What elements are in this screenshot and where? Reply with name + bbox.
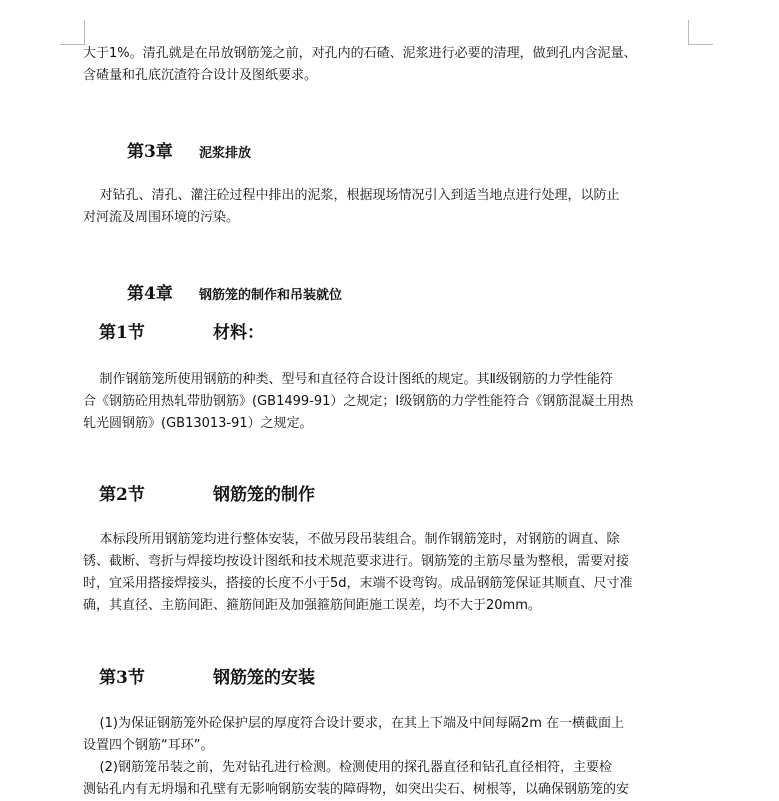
section-number: 第2节 [99, 485, 145, 505]
section-title: 钢筋笼的安装 [213, 668, 315, 688]
paragraph-section-1: 制作钢筋笼所使用钢筋的种类、型号和直径符合设计图纸的规定。其Ⅱ级钢筋的力学性能符 合《钢筋砼用热轧带肋钢筋》(GB1499-91）之规定；Ⅰ级钢筋的力学性能符合《钢筋混凝土用热 轧光圆钢筋》(GB13013-91）之规定。 [83, 372, 634, 431]
paragraph-section-3-item-2: (2)钢筋笼吊装之前，先对钻孔进行检测。检测使用的探孔器直径和钻孔直径相符，主要检 测钻孔内有无坍塌和孔壁有无影响钢筋安装的障碍物，如突出尖石、树根等，以确保钢筋笼的安 [83, 760, 630, 797]
chapter-title: 泥浆排放 [199, 146, 252, 161]
chapter-4-heading [127, 279, 342, 304]
paragraph-chapter-3: 对钻孔、清孔、灌注砼过程中排出的泥浆，根据现场情况引入到适当地点进行处理，以防止 对河流及周围环境的污染。 [83, 188, 620, 225]
section-1-heading [99, 318, 264, 343]
chapter-number: 第3章 [127, 142, 173, 162]
page-corner-mark-top-left [60, 20, 85, 45]
chapter-number: 第4章 [127, 284, 173, 304]
chapter-3-heading [127, 137, 251, 162]
section-2-heading [99, 480, 315, 505]
chapter-title: 钢筋笼的制作和吊装就位 [199, 288, 343, 303]
section-title: 材料： [213, 323, 264, 343]
section-title: 钢筋笼的制作 [213, 485, 315, 505]
paragraph-intro: 大于1%。清孔就是在吊放钢筋笼之前，对孔内的石碴、泥浆进行必要的清理，做到孔内含泥量、 含碴量和孔底沉渣符合设计及图纸要求。 [83, 46, 637, 83]
section-number: 第1节 [99, 323, 145, 343]
section-3-heading [99, 663, 315, 688]
paragraph-section-3-item-1: (1)为保证钢筋笼外砼保护层的厚度符合设计要求，在其上下端及中间每隔2m 在一横截面上 设置四个钢筋“耳环”。 [83, 716, 625, 753]
section-number: 第3节 [99, 668, 145, 688]
paragraph-section-2: 本标段所用钢筋笼均进行整体安装，不做另段吊装组合。制作钢筋笼时，对钢筋的调直、除 锈、截断、弯折与焊接均按设计图纸和技术规范要求进行。钢筋笼的主筋尽量为整根，需要对接 时，宜采用搭接焊接头，搭接的长度不小于5d，末端不设弯钩。成品钢筋笼保证其顺直、尺寸准 确，其直径、主筋间距、箍筋间距及加强箍筋间距施工误差，均不大于20mm。 [83, 532, 633, 613]
page-corner-mark-top-right [688, 20, 713, 45]
